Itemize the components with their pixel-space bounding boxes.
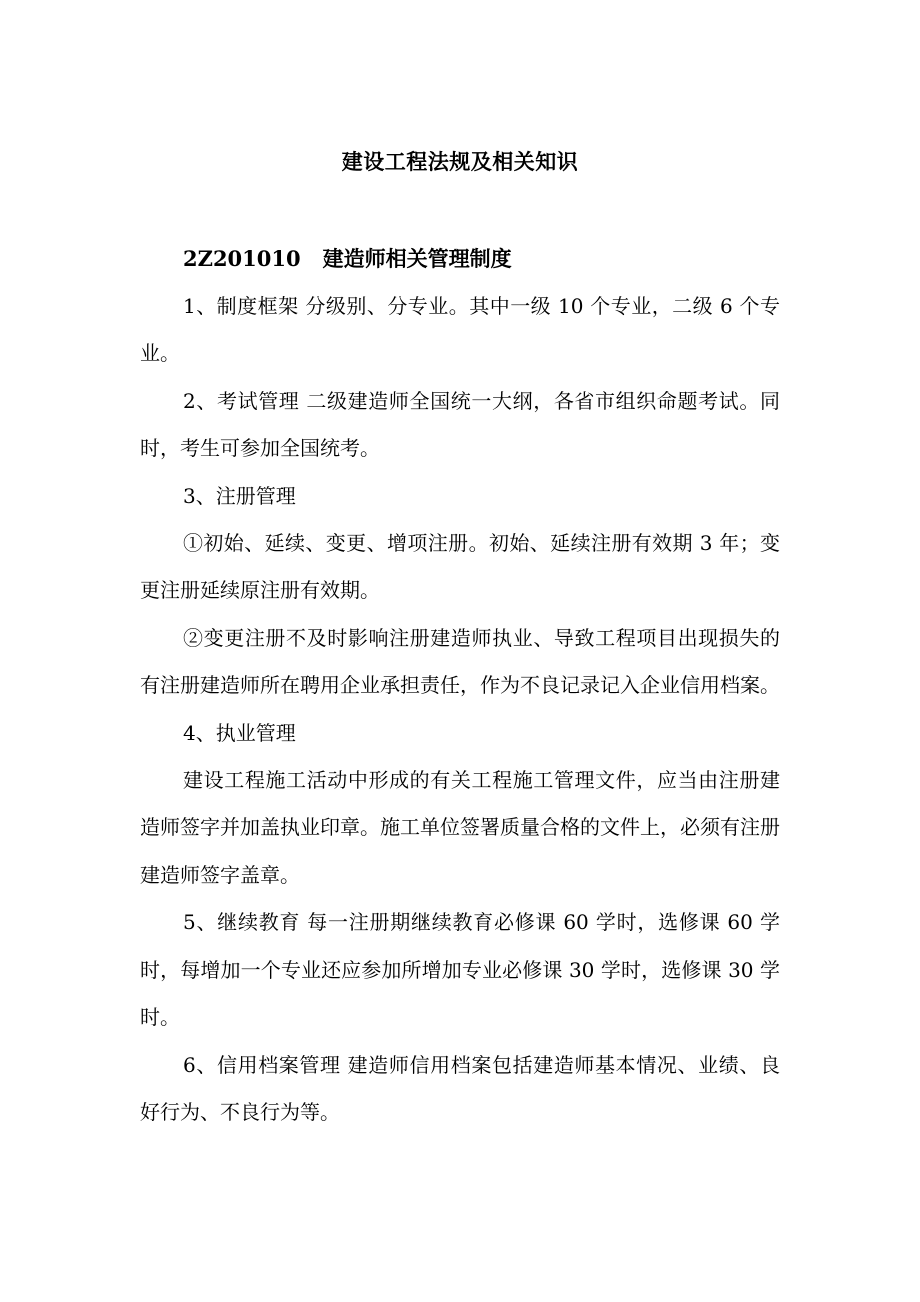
paragraph-continuing-education: 5、继续教育 每一注册期继续教育必修课 60 学时，选修课 60 学时，每增加一个专业还应参加所增加专业必修课 30 学时，选修课 30 学时。: [140, 910, 780, 1030]
section-code: 2Z201010: [183, 246, 301, 271]
paragraph-registration-item-1: ①初始、延续、变更、增项注册。初始、延续注册有效期 3 年；变更注册延续原注册有效期。: [140, 531, 780, 603]
paragraph-registration-heading: 3、注册管理: [183, 483, 296, 508]
paragraph-exam-management: 2、考试管理 二级建造师全国统一大纲，各省市组织命题考试。同时，考生可参加全国统考。: [140, 388, 780, 461]
paragraph-credit-records: 6、信用档案管理 建造师信用档案包括建造师基本情况、业绩、良好行为、不良行为等。: [140, 1052, 780, 1124]
paragraph-practice-heading: 4、执业管理: [183, 720, 296, 745]
section-heading: [183, 243, 512, 275]
document-body: [140, 283, 780, 1136]
paragraph-practice-body: 建设工程施工活动中形成的有关工程施工管理文件，应当由注册建造师签字并加盖执业印章。施工单位签署质量合格的文件上，必须有注册建造师签字盖章。: [140, 768, 780, 887]
paragraph-registration-item-2: ②变更注册不及时影响注册建造师执业、导致工程项目出现损失的有注册建造师所在聘用企业承担责任，作为不良记录记入企业信用档案。: [140, 625, 780, 698]
paragraph-system-framework: 1、制度框架 分级别、分专业。其中一级 10 个专业，二级 6 个专业。: [140, 294, 780, 366]
section-title: 建造师相关管理制度: [322, 246, 512, 271]
document-title: 建设工程法规及相关知识: [341, 149, 579, 174]
